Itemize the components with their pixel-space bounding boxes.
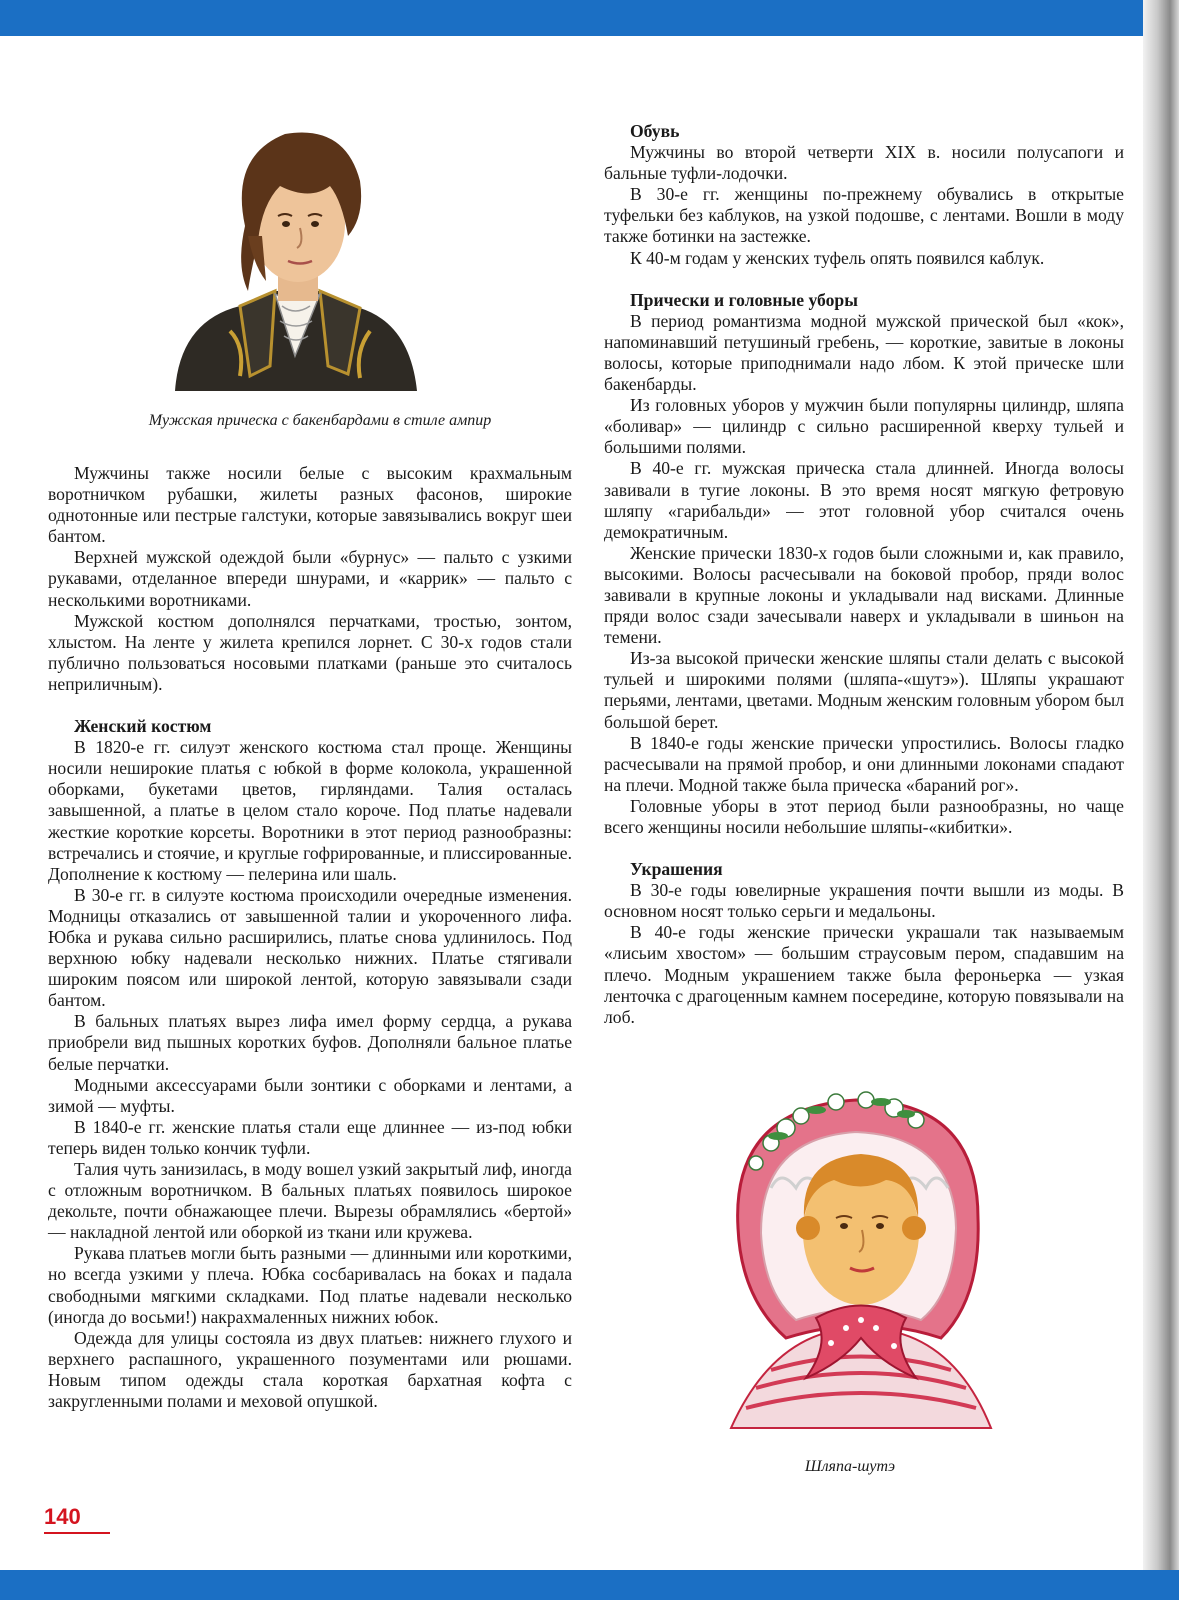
man-portrait-illustration xyxy=(170,116,420,396)
paragraph: Из-за высокой прически женские шляпы стали делать с высокой тульей и широкими полями (шляпа-«шутэ»). Шляпы украшают перьями, лентами, цветами. Модным женским головным убором был большой берет. xyxy=(604,648,1124,732)
paragraph: В 30-е гг. женщины по-прежнему обувались в открытые туфельки без каблуков, на узкой подошве, с лентами. Вошли в моду также ботинки на застежке. xyxy=(604,184,1124,247)
section-heading-hairstyles: Прически и головные уборы xyxy=(630,289,858,310)
paragraph: Мужчины во второй четверти XIX в. носили полусапоги и бальные туфли-лодочки. xyxy=(604,142,1124,184)
bottom-color-band xyxy=(0,1570,1179,1600)
paragraph: В период романтизма модной мужской прической был «кок», напоминавший петушиный гребень, — короткие, завитые в локоны волосы, которые приподнимали надо лбом. К этой прическе шли бакенбарды. xyxy=(604,310,1124,395)
paragraph: В бальных платьях вырез лифа имел форму сердца, а рукава приобрели вид пышных коротких буфов. Дополняли бальное платье белые перчатки. xyxy=(48,1011,572,1074)
page-number: 140 xyxy=(44,1504,81,1529)
section-heading-womens-costume: Женский костюм xyxy=(74,716,212,737)
paragraph: Одежда для улицы состояла из двух платьев: нижнего глухого и верхнего распашного, украшенного позументами или рюшами. Новым типом одежды стала короткая бархатная кофта с закругленными полами и меховой опушкой. xyxy=(48,1327,572,1412)
paragraph: Талия чуть занизилась, в моду вошел узкий закрытый лиф, иногда с отложным воротничком. В бальных платьях появилось широкое декольте, почти обнажающее плечи. Вырезы обрамлялись «бертой» — накладной лентой или оборкой из ткани или кружева. xyxy=(48,1159,572,1243)
paragraph: Мужчины также носили белые с высоким крахмальным воротничком рубашки, жилеты разных фасонов, широкие однотонные или пестрые галстуки, которые завязывались вокруг шеи бантом. xyxy=(48,463,572,547)
paragraph: Верхней мужской одеждой были «бурнус» — пальто с узкими рукавами, отделанное впереди шнурами, и «каррик» — пальто с несколькими воротниками. xyxy=(48,547,572,610)
paragraph: Рукава платьев могли быть разными — длинными или короткими, но всегда узкими у плеча. Юбка сосбаривалась на боках и падала свободными мягкими складками. Под платье надевали несколько (иногда до восьми!) накрахмаленных нижних юбок. xyxy=(48,1243,572,1327)
paragraph: В 40-е годы женские прически украшали так называемым «лисьим хвостом» — большим страусовым пером, спадавшим на плечо. Модным украшением также была фероньерка — узкая ленточка с драгоценным камнем посередине, которую повязывали на лоб. xyxy=(604,922,1124,1027)
paragraph: К 40-м годам у женских туфель опять появился каблук. xyxy=(630,247,1045,268)
top-color-band xyxy=(0,0,1179,36)
paragraph: Модными аксессуарами были зонтики с оборками и лентами, а зимой — муфты. xyxy=(48,1074,572,1116)
left-text-column xyxy=(48,463,572,1412)
section-heading-shoes: Обувь xyxy=(630,121,680,141)
man-portrait-caption: Мужская прическа с бакенбардами в стиле ампир xyxy=(148,412,492,429)
paragraph: В 1820-е гг. силуэт женского костюма стал проще. Женщины носили неширокие платья с юбкой в форме колокола, украшенной оборками, букетами цветов, гирляндами. Талия осталась завышенной, а платье в целом стало короче. Под платье надевали жесткие короткие корсеты. Воротники в этот период разнообразны: встречались и стоячие, и круглые гофрированные, и плиссированные. Дополнение к костюму — пелерина или шаль. xyxy=(48,737,572,884)
paragraph: Женские прически 1830-х годов были сложными и, как правило, высокими. Волосы расчесывали на боковой пробор, пряди волос завивали в крупные локоны и укладывали над висками. Длинные пряди волос сзади зачесывали наверх и укладывали в шиньон на темени. xyxy=(604,542,1124,648)
page-number-rule xyxy=(44,1532,110,1534)
paragraph: В 30-е годы ювелирные украшения почти вышли из моды. В основном носят только серьги и медальоны. xyxy=(604,880,1124,922)
paragraph: В 1840-е годы женские прически упростились. Волосы гладко расчесывали на прямой пробор, и они длинными локонами спадают на плечи. Модной также была прическа «бараний рог». xyxy=(604,732,1124,795)
paragraph: В 30-е гг. в силуэте костюма происходили очередные изменения. Модницы отказались от завышенной талии и укороченного лифа. Юбка и рукава сильно расширились, платье снова удлинилось. Под верхнюю юбку надевали несколько нижних. Платье стягивали широким поясом или широкой лентой, которую завязывали сзади бантом. xyxy=(48,884,572,1011)
paragraph: Из головных уборов у мужчин были популярны цилиндр, шляпа «боливар» — цилиндр с сильно расширенной кверху тульей и большими полями. xyxy=(604,395,1124,458)
woman-bonnet-illustration xyxy=(716,1088,1006,1433)
paragraph: В 40-е гг. мужская прическа стала длинней. Иногда волосы завивали в тугие локоны. В это время носят мягкую фетровую шляпу «гарибальди» — этот головной убор считался очень демократичным. xyxy=(604,458,1124,542)
book-spine-shadow xyxy=(1143,0,1179,1600)
paragraph: Мужской костюм дополнялся перчатками, тростью, зонтом, хлыстом. На ленте у жилета крепился лорнет. С 30-х годов стали публично пользоваться носовыми платками (раньше это считалось неприличным). xyxy=(48,610,572,694)
paragraph: В 1840-е гг. женские платья стали еще длиннее — из-под юбки теперь виден только кончик туфли. xyxy=(48,1116,572,1158)
paragraph: Головные уборы в этот период были разнообразны, но чаще всего женщины носили небольшие шляпы-«кибитки». xyxy=(604,795,1124,837)
section-heading-jewelry: Украшения xyxy=(630,859,723,880)
hat-illustration-caption: Шляпа-шутэ xyxy=(804,1458,896,1475)
right-text-column xyxy=(604,121,1124,1028)
